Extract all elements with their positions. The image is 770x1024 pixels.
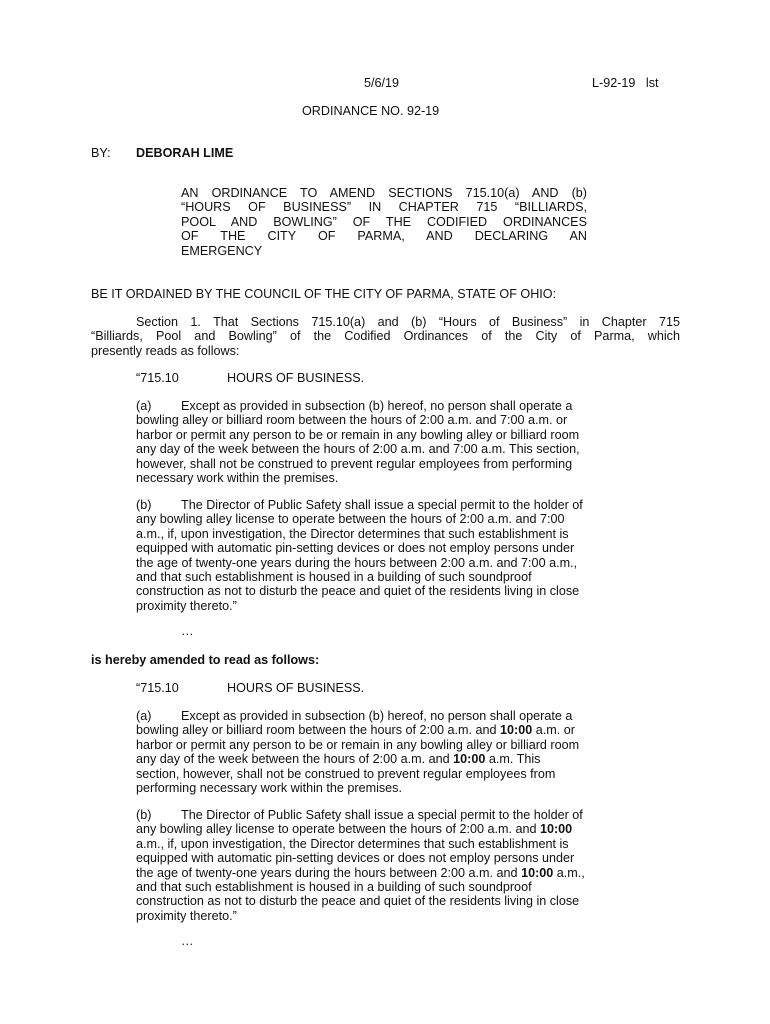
section-1-line: presently reads as follows:	[91, 343, 240, 358]
sponsor-name: DEBORAH LIME	[136, 146, 234, 160]
current-ellipsis: …	[181, 624, 194, 638]
subsection-line: any bowling alley license to operate between the hours of 2:00 a.m. and 7:00	[136, 512, 565, 527]
subsection-line	[136, 822, 676, 836]
amendment-heading: is hereby amended to read as follows:	[91, 653, 320, 667]
subsection-line: bowling alley or billiard room between the hours of 2:00 a.m. and 7:00 a.m. or	[136, 413, 568, 428]
subsection-line: equipped with automatic pin-setting devices or does not employ persons under	[136, 541, 575, 556]
amended-time: 10:00	[500, 723, 533, 738]
current-section-number: “715.10	[136, 371, 179, 385]
subsection-line: Except as provided in subsection (b) hereof, no person shall operate a	[181, 709, 573, 723]
subsection-line: proximity thereto.”	[136, 908, 237, 923]
subsection-line: a.m., if, upon investigation, the Director determines that such establishment is	[136, 526, 569, 541]
reading-marker: lst	[645, 76, 659, 90]
subsection-line	[136, 752, 676, 766]
subsection-line: harbor or permit any person to be or remain in any bowling alley or billiard room	[136, 427, 580, 442]
title-line: AN ORDINANCE TO AMEND SECTIONS 715.10(a) AND (b)	[181, 186, 587, 200]
subsection-line: performing necessary work within the premises.	[136, 781, 402, 796]
line-text: a.m. This	[485, 752, 541, 767]
subsection-line	[136, 866, 676, 880]
section-1-paragraph	[91, 315, 680, 358]
ordinance-title	[181, 186, 587, 258]
subsection-line: construction as not to disturb the peace and quiet of the residents living in close	[136, 584, 580, 599]
current-subsection-b	[136, 498, 676, 613]
title-line: POOL AND BOWLING” OF THE CODIFIED ORDINANCES	[181, 214, 587, 229]
document-code	[592, 76, 659, 90]
line-text: any day of the week between the hours of 2:00 a.m. and	[136, 752, 454, 767]
enacting-clause: BE IT ORDAINED BY THE COUNCIL OF THE CITY OF PARMA, STATE OF OHIO:	[91, 287, 557, 301]
subsection-line: section, however, shall not be construed to prevent regular employees from	[136, 766, 556, 781]
code-number: L-92-19	[592, 76, 636, 90]
line-text: the age of twenty-one years during the hours between 2:00 a.m. and	[136, 865, 522, 880]
amended-section-number: “715.10	[136, 681, 179, 695]
subsection-line: the age of twenty-one years during the hours between 2:00 a.m. and 7:00 a.m.,	[136, 555, 578, 570]
line-text: any bowling alley license to operate between the hours of 2:00 a.m. and	[136, 822, 540, 837]
subsection-line: a.m., if, upon investigation, the Director determines that such establishment is	[136, 836, 569, 851]
subsection-label: (a)	[136, 709, 152, 723]
current-section-title: HOURS OF BUSINESS.	[227, 371, 365, 385]
section-1-line: Section 1. That Sections 715.10(a) and (b) “Hours of Business” in Chapter 715	[136, 315, 680, 329]
subsection-label: (b)	[136, 498, 152, 512]
title-line: EMERGENCY	[181, 243, 263, 258]
amended-time: 10:00	[521, 865, 554, 880]
current-subsection-a	[136, 399, 676, 485]
amended-subsection-b	[136, 808, 676, 923]
ordinance-number: ORDINANCE NO. 92-19	[302, 104, 440, 118]
subsection-line: construction as not to disturb the peace and quiet of the residents living in close	[136, 894, 580, 909]
amended-section-title: HOURS OF BUSINESS.	[227, 681, 365, 695]
subsection-label: (b)	[136, 808, 152, 822]
sponsor-label: BY:	[91, 146, 111, 160]
subsection-line: The Director of Public Safety shall issue a special permit to the holder of	[181, 808, 583, 822]
subsection-line: and that such establishment is housed in a building of such soundproof	[136, 570, 532, 585]
title-line: OF THE CITY OF PARMA, AND DECLARING AN	[181, 229, 587, 244]
document-date: 5/6/19	[364, 76, 400, 90]
subsection-line: proximity thereto.”	[136, 598, 237, 613]
amended-time: 10:00	[539, 822, 573, 837]
subsection-line: necessary work within the premises.	[136, 471, 339, 486]
subsection-line: however, shall not be construed to prevent regular employees from performing	[136, 456, 573, 471]
title-line: “HOURS OF BUSINESS” IN CHAPTER 715 “BILLIARDS,	[181, 200, 587, 215]
subsection-line: harbor or permit any person to be or remain in any bowling alley or billiard room	[136, 737, 580, 752]
subsection-line: equipped with automatic pin-setting devices or does not employ persons under	[136, 851, 575, 866]
subsection-label: (a)	[136, 399, 152, 413]
subsection-line	[136, 723, 676, 737]
line-text: a.m.,	[553, 865, 585, 880]
line-text: a.m. or	[532, 723, 575, 738]
subsection-line: Except as provided in subsection (b) hereof, no person shall operate a	[181, 399, 573, 413]
amended-ellipsis: …	[181, 934, 194, 948]
amended-time: 10:00	[453, 752, 486, 767]
line-text: bowling alley or billiard room between the hours of 2:00 a.m. and	[136, 723, 501, 738]
section-1-line: “Billiards, Pool and Bowling” of the Codified Ordinances of the City of Parma, which	[91, 329, 680, 344]
amended-subsection-a	[136, 709, 676, 795]
subsection-line: any day of the week between the hours of 2:00 a.m. and 7:00 a.m. This section,	[136, 442, 580, 457]
subsection-line: and that such establishment is housed in a building of such soundproof	[136, 880, 532, 895]
subsection-line: The Director of Public Safety shall issue a special permit to the holder of	[181, 498, 583, 512]
